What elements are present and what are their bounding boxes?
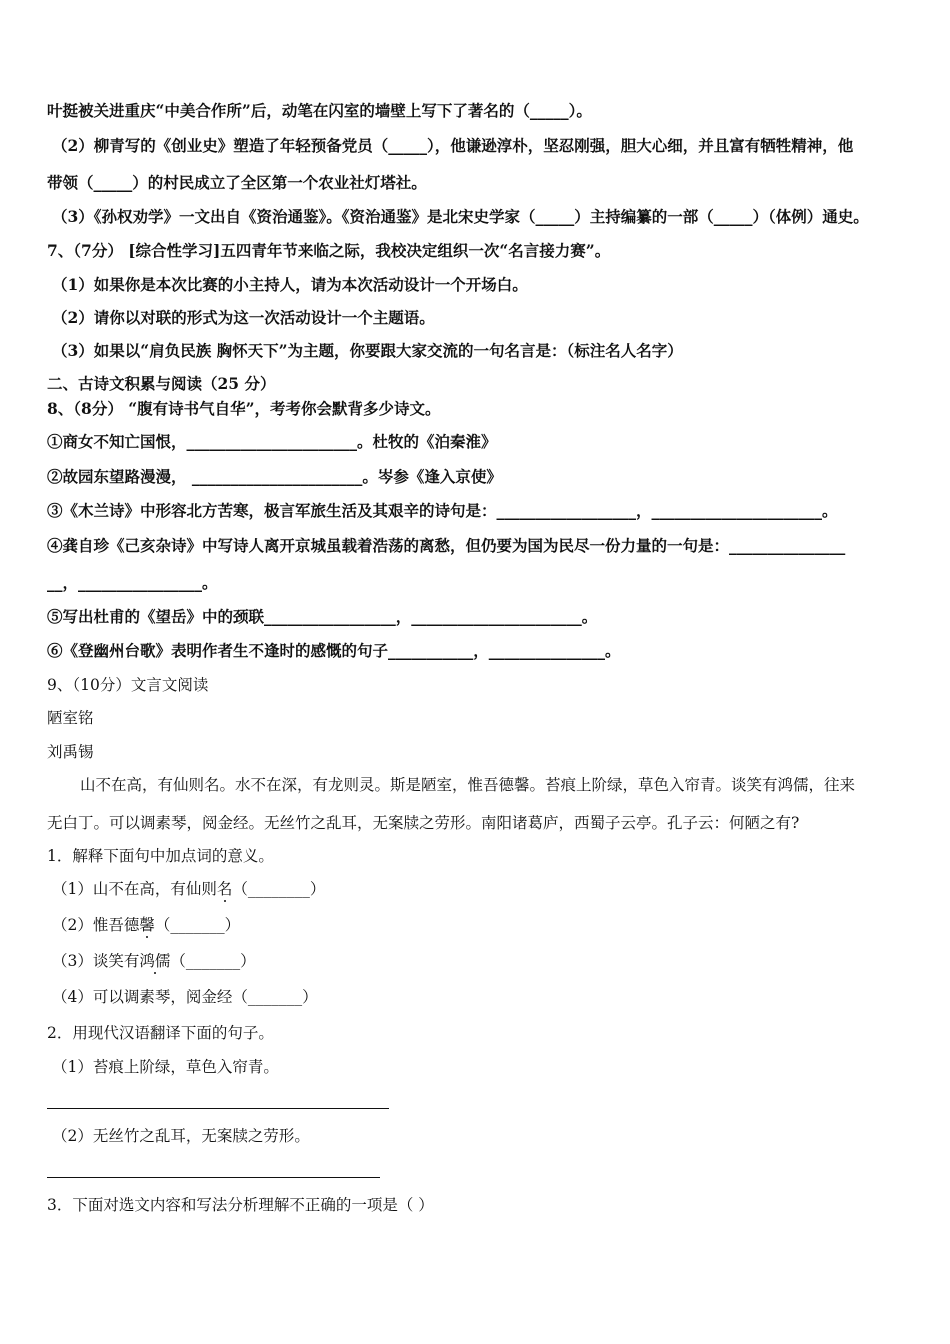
passage-paragraph-line-2: 无白丁。可以调素琴，阅金经。无丝竹之乱耳，无案牍之劳形。南阳诸葛庐，西蜀子云亭。孔子云：何陋之有?	[47, 814, 800, 832]
fill-blank-line-4: （3）《孙权劝学》一文出自《资治通鉴》。《资治通鉴》是北宋史学家（_____）主持编纂的一部（_____）（体例）通史。	[52, 207, 869, 226]
subquestion-2-item-1: （1）苔痕上阶绿，草色入帘青。	[52, 1058, 279, 1076]
subquestion-2-item-2: （2）无丝竹之乱耳，无案牍之劳形。	[52, 1127, 310, 1145]
question-7-item-3: （3）如果以“肩负民族 胸怀天下”为主题，你要跟大家交流的一句名言是：（标注名人名字）	[52, 341, 683, 360]
question-7-heading: 7、（7分） [综合性学习]五四青年节来临之际，我校决定组织一次“名言接力赛”。	[47, 241, 611, 260]
question-8-item-1: ①商女不知亡国恨，______________________。杜牧的《泊秦淮》	[47, 432, 497, 451]
fill-blank-line-3: 带领（_____）的村民成立了全区第一个农业社灯塔社。	[47, 173, 427, 192]
question-8-item-4: ④龚自珍《己亥杂诗》中写诗人离开京城虽载着浩荡的离愁，但仍要为国为民尽一份力量的一句是：_______________	[47, 536, 846, 555]
fill-blank-line-2: （2）柳青写的《创业史》塑造了年轻预备党员（_____），他谦逊淳朴，坚忍刚强，胆大心细，并且富有牺牲精神，他	[52, 136, 854, 155]
question-8-item-3: ③《木兰诗》中形容北方苦寒，极言军旅生活及其艰辛的诗句是：__________________，______________________。	[47, 501, 838, 520]
subquestion-1-item-4: （4）可以调素琴，阅金经（_______）	[52, 988, 318, 1006]
subquestion-1-item-3: （3）谈笑有鸿儒（_______）	[52, 952, 256, 970]
fill-blank-line-1: 叶挺被关进重庆“中美合作所”后，动笔在闪室的墙壁上写下了著名的（_____）。	[47, 101, 592, 120]
question-8-heading: 8、（8分） “腹有诗书气自华”，考考你会默背多少诗文。	[47, 399, 441, 418]
answer-line-1	[47, 1108, 389, 1109]
dotted-word: 鸿儒	[139, 952, 171, 970]
question-7-item-1: （1）如果你是本次比赛的小主持人，请为本次活动设计一个开场白。	[52, 275, 528, 294]
subquestion-2-heading: 2．用现代汉语翻译下面的句子。	[47, 1024, 274, 1042]
passage-paragraph-line-1: 山不在高，有仙则名。水不在深，有龙则灵。斯是陋室，惟吾德馨。苔痕上阶绿，草色入帘青。谈笑有鸿儒，往来	[80, 776, 856, 794]
question-9-heading: 9、（10分）文言文阅读	[47, 676, 209, 694]
subquestion-1-item-1: （1）山不在高，有仙则名（________）	[52, 880, 326, 898]
subquestion-1-item-2: （2）惟吾德馨（_______）	[52, 916, 241, 934]
passage-author: 刘禹锡	[47, 743, 94, 761]
dotted-word: 馨	[139, 916, 155, 934]
dotted-word: 名	[216, 880, 233, 898]
question-8-item-6: ⑥《登幽州台歌》表明作者生不逢时的感慨的句子___________，_______________。	[47, 641, 621, 660]
answer-line-2	[47, 1177, 380, 1178]
subquestion-1-heading: 1．解释下面句中加点词的意义。	[47, 847, 274, 865]
question-8-item-2: ②故园东望路漫漫， ______________________。岑参《逢入京使》	[47, 467, 502, 486]
question-7-item-2: （2）请你以对联的形式为这一次活动设计一个主题语。	[52, 308, 435, 327]
passage-title: 陋室铭	[47, 709, 94, 727]
question-8-item-5: ⑤写出杜甫的《望岳》中的颈联_________________，______________________。	[47, 607, 598, 626]
subquestion-3-heading: 3．下面对选文内容和写法分析理解不正确的一项是（ ）	[47, 1196, 434, 1214]
question-8-item-4-cont: __，________________。	[47, 573, 218, 592]
section-2-heading: 二、古诗文积累与阅读（25 分）	[47, 374, 276, 393]
